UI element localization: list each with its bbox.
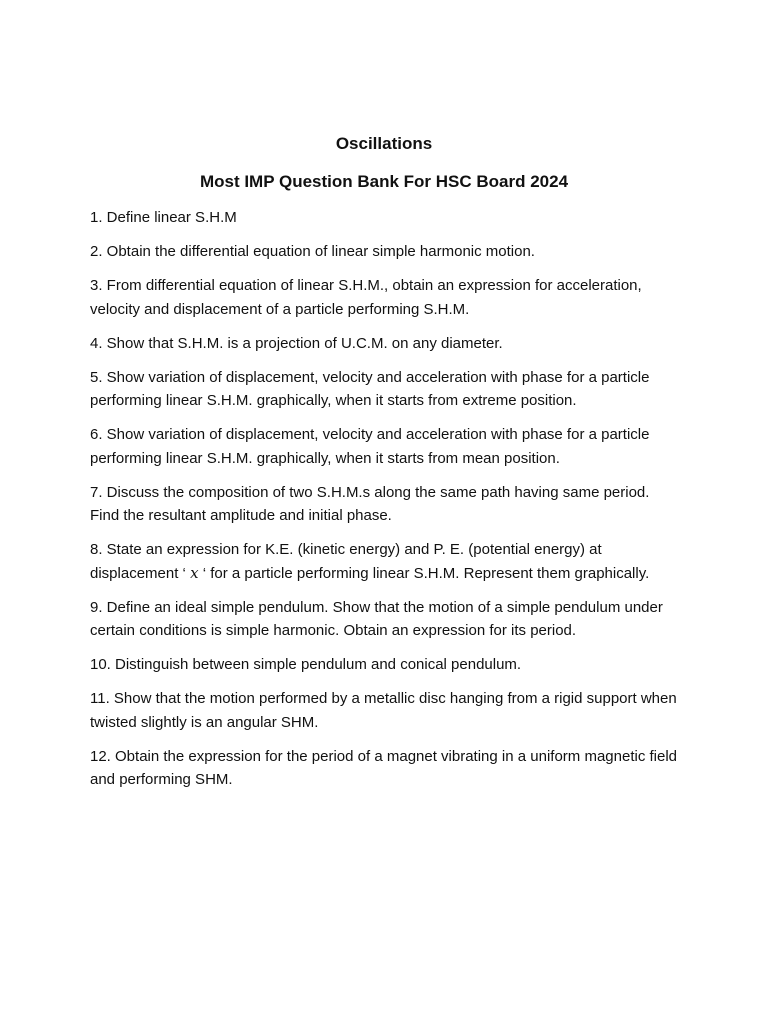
question-10: 10. Distinguish between simple pendulum and conical pendulum.	[90, 656, 522, 673]
question-7: 7. Discuss the composition of two S.H.M.s along the same path having same period. Find the resultant amplitude and initial phase.	[90, 483, 650, 524]
document-subtitle: Most IMP Question Bank For HSC Board 2024	[199, 172, 569, 191]
question-4: 4. Show that S.H.M. is a projection of U.C.M. on any diameter.	[90, 334, 503, 352]
question-8	[90, 538, 680, 585]
question-5: 5. Show variation of displacement, velocity and acceleration with phase for a particle performing linear S.H.M. graphically, when it starts from extreme position.	[90, 368, 650, 409]
question-12: 12. Obtain the expression for the period of a magnet vibrating in a uniform magnetic field and performing SHM.	[90, 747, 677, 788]
question-6: 6. Show variation of displacement, velocity and acceleration with phase for a particle performing linear S.H.M. graphically, when it starts from mean position.	[90, 426, 650, 467]
question-2: 2. Obtain the differential equation of linear simple harmonic motion.	[90, 243, 535, 260]
question-9: 9. Define an ideal simple pendulum. Show that the motion of a simple pendulum under certain conditions is simple harmonic. Obtain an expression for its period.	[90, 598, 663, 639]
question-11: 11. Show that the motion performed by a metallic disc hanging from a rigid support when twisted slightly is an angular SHM.	[90, 690, 677, 731]
question-list	[90, 206, 680, 802]
question-1: 1. Define linear S.H.M	[90, 209, 237, 226]
displacement-symbol: x	[190, 563, 199, 582]
question-8-text-before: 8. State an expression for K.E. (kinetic energy) and P. E. (potential energy) at displacement ‘	[90, 541, 602, 582]
question-8-text-after: ‘ for a particle performing linear S.H.M. Represent them graphically.	[198, 564, 650, 582]
question-3: 3. From differential equation of linear S.H.M., obtain an expression for acceleration, velocity and displacement of a particle performing S.H.M.	[90, 277, 642, 318]
document-title: Oscillations	[335, 134, 433, 153]
